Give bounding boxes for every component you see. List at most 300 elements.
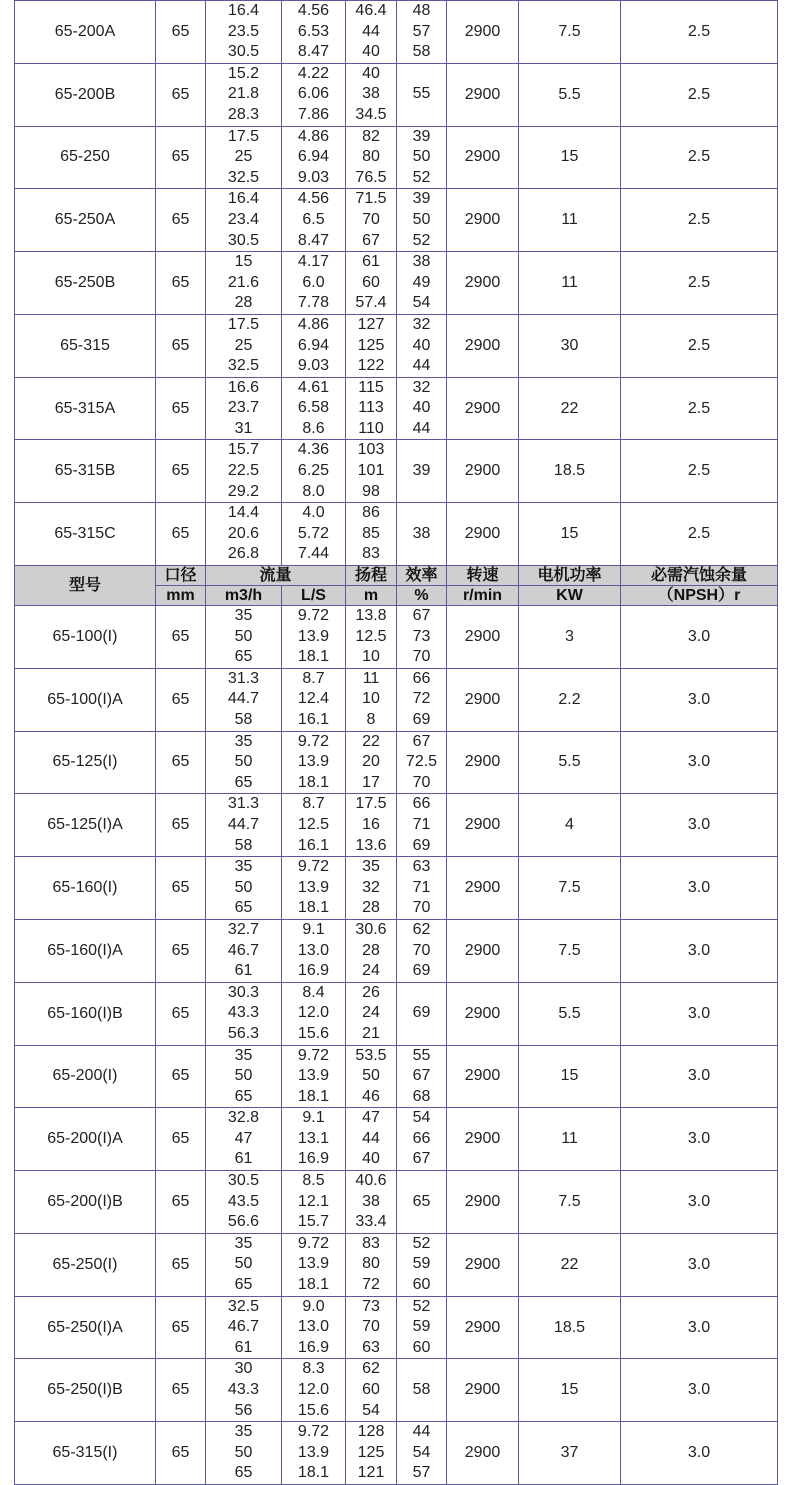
cell-head-value: 22 xyxy=(362,732,380,750)
cell-flow-ls-value: 4.86 xyxy=(297,315,330,333)
cell-efficiency xyxy=(397,1296,447,1359)
spec-table-group-1 xyxy=(15,1,778,566)
cell-flow-m3h-value: 30.5 xyxy=(227,231,260,249)
cell-efficiency xyxy=(397,1359,447,1422)
cell-efficiency-value: 49 xyxy=(412,273,431,291)
cell-head xyxy=(346,440,397,503)
table-row xyxy=(15,982,778,1045)
cell-head-value: 32 xyxy=(362,878,380,896)
cell-flow-ls-value: 16.9 xyxy=(297,1150,330,1168)
cell-flow-m3h xyxy=(206,1422,282,1485)
cell-head xyxy=(346,126,397,189)
cell-flow-ls-value: 6.5 xyxy=(302,210,325,228)
cell-head-value: 70 xyxy=(362,1318,380,1336)
cell-model: 65-250 xyxy=(15,126,156,189)
cell-efficiency-value: 48 xyxy=(412,2,431,19)
cell-flow-ls-value: 8.0 xyxy=(302,482,325,500)
cell-caliber: 65 xyxy=(156,503,206,566)
cell-efficiency-value: 39 xyxy=(412,190,431,208)
cell-npsh: 3.0 xyxy=(621,606,778,669)
header-power: 电机功率 xyxy=(519,566,621,586)
cell-caliber: 65 xyxy=(156,314,206,377)
cell-flow-m3h-value: 22.5 xyxy=(227,462,260,480)
cell-flow-ls xyxy=(282,919,346,982)
cell-efficiency xyxy=(397,731,447,794)
cell-efficiency-value: 52 xyxy=(412,231,431,249)
cell-efficiency xyxy=(397,440,447,503)
cell-head-value: 54 xyxy=(362,1401,380,1419)
cell-model: 65-250A xyxy=(15,189,156,252)
cell-efficiency-value: 59 xyxy=(412,1318,431,1336)
cell-flow-m3h-value: 65 xyxy=(234,1087,253,1105)
cell-head-value: 113 xyxy=(358,399,384,417)
cell-efficiency xyxy=(397,982,447,1045)
cell-head-value: 30.6 xyxy=(355,920,387,938)
cell-efficiency xyxy=(397,252,447,315)
cell-head-value: 8 xyxy=(366,711,376,728)
cell-flow-m3h-value: 16.4 xyxy=(227,2,260,19)
cell-flow-ls-value: 8.7 xyxy=(302,669,325,687)
cell-model: 65-250(I) xyxy=(15,1233,156,1296)
cell-head-value: 26 xyxy=(362,983,380,1001)
cell-flow-ls-value: 8.5 xyxy=(302,1172,325,1190)
cell-flow-m3h xyxy=(206,1359,282,1422)
cell-power: 3 xyxy=(519,606,621,669)
cell-flow-m3h xyxy=(206,126,282,189)
cell-flow-m3h-value: 32.8 xyxy=(227,1109,260,1127)
cell-flow-ls xyxy=(282,314,346,377)
cell-power: 2.2 xyxy=(519,668,621,731)
cell-caliber: 65 xyxy=(156,126,206,189)
table-row xyxy=(15,794,778,857)
cell-efficiency-value: 69 xyxy=(412,711,431,728)
table-row xyxy=(15,440,778,503)
cell-model: 65-250(I)A xyxy=(15,1296,156,1359)
cell-model: 65-315C xyxy=(15,503,156,566)
cell-npsh: 3.0 xyxy=(621,982,778,1045)
cell-flow-m3h-value: 65 xyxy=(234,1464,253,1482)
cell-speed: 2900 xyxy=(447,63,519,126)
cell-efficiency-value: 52 xyxy=(412,1297,431,1315)
unit-caliber: mm xyxy=(156,586,206,606)
cell-power: 7.5 xyxy=(519,919,621,982)
table-row xyxy=(15,1108,778,1171)
cell-head xyxy=(346,377,397,440)
cell-flow-m3h-value: 58 xyxy=(234,711,253,728)
cell-npsh: 3.0 xyxy=(621,1296,778,1359)
cell-flow-ls-value: 9.1 xyxy=(302,1109,325,1127)
cell-efficiency-value: 65 xyxy=(412,1192,431,1210)
cell-efficiency-value: 44 xyxy=(412,1423,431,1441)
cell-flow-m3h-value: 29.2 xyxy=(227,482,260,500)
cell-flow-m3h-value: 30.5 xyxy=(227,1172,260,1190)
cell-flow-m3h xyxy=(206,982,282,1045)
cell-flow-ls xyxy=(282,440,346,503)
cell-caliber: 65 xyxy=(156,794,206,857)
cell-efficiency xyxy=(397,668,447,731)
cell-head-value: 24 xyxy=(362,962,380,980)
cell-head-value: 34.5 xyxy=(355,105,387,123)
cell-flow-ls-value: 18.1 xyxy=(297,648,330,666)
cell-power: 22 xyxy=(519,377,621,440)
cell-head-value: 46.4 xyxy=(355,2,387,19)
cell-npsh: 3.0 xyxy=(621,1233,778,1296)
cell-flow-m3h-value: 15.7 xyxy=(227,441,260,459)
header-caliber: 口径 xyxy=(156,566,206,586)
cell-head-value: 83 xyxy=(362,545,380,563)
cell-power: 7.5 xyxy=(519,1171,621,1234)
cell-flow-m3h-value: 65 xyxy=(234,773,253,791)
table-row xyxy=(15,857,778,920)
cell-flow-m3h-value: 28.3 xyxy=(227,105,260,123)
cell-flow-ls-value: 16.1 xyxy=(297,836,330,854)
cell-efficiency-value: 54 xyxy=(412,1443,431,1461)
cell-speed: 2900 xyxy=(447,857,519,920)
cell-efficiency-value: 69 xyxy=(412,1004,431,1022)
cell-head-value: 61 xyxy=(362,253,380,271)
cell-flow-m3h xyxy=(206,63,282,126)
cell-head xyxy=(346,857,397,920)
cell-head-value: 76.5 xyxy=(355,168,387,186)
cell-flow-ls-value: 8.47 xyxy=(297,231,330,249)
cell-flow-ls-value: 13.1 xyxy=(297,1129,330,1147)
cell-flow-m3h-value: 46.7 xyxy=(227,1318,260,1336)
cell-model: 65-315(I) xyxy=(15,1422,156,1485)
cell-power: 5.5 xyxy=(519,982,621,1045)
cell-flow-m3h xyxy=(206,1233,282,1296)
cell-efficiency-value: 39 xyxy=(412,127,431,145)
cell-power: 30 xyxy=(519,314,621,377)
cell-flow-ls-value: 9.03 xyxy=(297,168,330,186)
cell-flow-ls xyxy=(282,857,346,920)
cell-flow-m3h xyxy=(206,314,282,377)
cell-flow-m3h-value: 50 xyxy=(234,627,253,645)
cell-flow-m3h-value: 46.7 xyxy=(227,941,260,959)
cell-caliber: 65 xyxy=(156,668,206,731)
cell-power: 11 xyxy=(519,252,621,315)
cell-head-value: 103 xyxy=(357,441,385,459)
cell-flow-m3h-value: 31.3 xyxy=(227,669,260,687)
cell-npsh: 2.5 xyxy=(621,63,778,126)
cell-head-value: 53.5 xyxy=(355,1046,387,1064)
cell-flow-ls-value: 6.58 xyxy=(297,399,330,417)
cell-flow-m3h-value: 32.5 xyxy=(227,168,260,186)
cell-npsh: 2.5 xyxy=(621,126,778,189)
cell-head xyxy=(346,1108,397,1171)
cell-power: 15 xyxy=(519,503,621,566)
cell-head-value: 101 xyxy=(357,462,385,480)
cell-head-value: 11 xyxy=(362,669,380,687)
cell-efficiency xyxy=(397,606,447,669)
cell-flow-ls-value: 9.1 xyxy=(302,920,325,938)
cell-efficiency-value: 69 xyxy=(412,836,431,854)
cell-efficiency-value: 70 xyxy=(412,899,431,917)
cell-efficiency-value: 60 xyxy=(412,1276,431,1294)
cell-efficiency xyxy=(397,1422,447,1485)
cell-flow-m3h-value: 50 xyxy=(234,753,253,771)
cell-head-value: 80 xyxy=(362,1255,380,1273)
cell-model: 65-200(I) xyxy=(15,1045,156,1108)
cell-flow-ls-value: 8.4 xyxy=(302,983,325,1001)
cell-efficiency-value: 67 xyxy=(412,1067,431,1085)
cell-flow-ls-value: 4.56 xyxy=(297,190,330,208)
cell-head xyxy=(346,252,397,315)
cell-efficiency-value: 54 xyxy=(412,1109,431,1127)
cell-flow-ls-value: 4.22 xyxy=(297,64,330,82)
cell-power: 7.5 xyxy=(519,1,621,64)
cell-efficiency-value: 72.5 xyxy=(405,753,438,771)
cell-speed: 2900 xyxy=(447,794,519,857)
cell-speed: 2900 xyxy=(447,1422,519,1485)
cell-flow-ls xyxy=(282,1045,346,1108)
cell-flow-ls xyxy=(282,377,346,440)
cell-head xyxy=(346,1171,397,1234)
table-row xyxy=(15,1233,778,1296)
cell-head-value: 128 xyxy=(357,1423,385,1441)
cell-flow-m3h-value: 21.6 xyxy=(227,273,260,291)
cell-model: 65-160(I)B xyxy=(15,982,156,1045)
cell-efficiency-value: 72 xyxy=(412,690,431,708)
cell-flow-m3h-value: 61 xyxy=(234,1150,253,1168)
cell-flow-m3h xyxy=(206,668,282,731)
cell-efficiency-value: 67 xyxy=(412,1150,431,1168)
table-row xyxy=(15,126,778,189)
cell-flow-ls-value: 9.0 xyxy=(302,1297,325,1315)
cell-head xyxy=(346,731,397,794)
cell-caliber: 65 xyxy=(156,1,206,64)
cell-efficiency-value: 60 xyxy=(412,1338,431,1356)
cell-flow-m3h-value: 35 xyxy=(234,607,253,625)
cell-flow-ls xyxy=(282,606,346,669)
cell-efficiency-value: 62 xyxy=(412,920,431,938)
cell-model: 65-250(I)B xyxy=(15,1359,156,1422)
cell-flow-m3h-value: 61 xyxy=(234,1338,253,1356)
cell-head-value: 73 xyxy=(362,1297,380,1315)
cell-efficiency xyxy=(397,189,447,252)
cell-flow-m3h-value: 56 xyxy=(234,1401,253,1419)
cell-flow-ls-value: 9.72 xyxy=(297,607,330,625)
cell-flow-ls-value: 12.5 xyxy=(297,815,330,833)
cell-model: 65-160(I) xyxy=(15,857,156,920)
table-row xyxy=(15,731,778,794)
unit-efficiency: % xyxy=(397,586,447,606)
cell-flow-ls xyxy=(282,794,346,857)
cell-caliber: 65 xyxy=(156,606,206,669)
cell-flow-ls xyxy=(282,503,346,566)
cell-speed: 2900 xyxy=(447,1108,519,1171)
cell-flow-m3h-value: 28 xyxy=(234,294,253,312)
cell-flow-ls-value: 9.72 xyxy=(297,1046,330,1064)
cell-flow-ls xyxy=(282,1422,346,1485)
cell-efficiency-value: 44 xyxy=(412,357,431,375)
cell-flow-ls-value: 8.7 xyxy=(302,795,325,813)
cell-head xyxy=(346,503,397,566)
cell-flow-ls-value: 18.1 xyxy=(297,1464,330,1482)
cell-head-value: 20 xyxy=(362,753,380,771)
cell-speed: 2900 xyxy=(447,1045,519,1108)
cell-flow-m3h-value: 17.5 xyxy=(227,315,260,333)
cell-flow-m3h-value: 56.6 xyxy=(227,1213,260,1231)
cell-power: 5.5 xyxy=(519,731,621,794)
spec-table-header xyxy=(15,566,778,606)
cell-flow-ls-value: 9.72 xyxy=(297,1423,330,1441)
cell-flow-ls xyxy=(282,252,346,315)
cell-power: 22 xyxy=(519,1233,621,1296)
cell-flow-ls xyxy=(282,1171,346,1234)
cell-flow-m3h-value: 47 xyxy=(234,1129,253,1147)
cell-efficiency-value: 63 xyxy=(412,858,431,876)
cell-efficiency xyxy=(397,503,447,566)
cell-flow-m3h-value: 30.3 xyxy=(227,983,260,1001)
cell-head-value: 125 xyxy=(357,336,385,354)
cell-flow-ls-value: 18.1 xyxy=(297,1087,330,1105)
cell-efficiency-value: 67 xyxy=(412,607,431,625)
cell-flow-m3h-value: 43.3 xyxy=(227,1381,260,1398)
cell-flow-m3h xyxy=(206,1,282,64)
unit-flow-m3h: m3/h xyxy=(206,586,282,606)
cell-flow-ls-value: 6.94 xyxy=(297,148,330,166)
cell-npsh: 2.5 xyxy=(621,503,778,566)
cell-speed: 2900 xyxy=(447,731,519,794)
cell-speed: 2900 xyxy=(447,1233,519,1296)
cell-flow-ls-value: 4.0 xyxy=(302,504,325,522)
cell-efficiency xyxy=(397,1233,447,1296)
cell-flow-m3h-value: 61 xyxy=(234,962,253,980)
cell-head-value: 44 xyxy=(362,22,380,40)
cell-flow-m3h-value: 16.4 xyxy=(227,190,260,208)
cell-npsh: 3.0 xyxy=(621,1422,778,1485)
cell-speed: 2900 xyxy=(447,377,519,440)
cell-head xyxy=(346,606,397,669)
cell-flow-m3h xyxy=(206,189,282,252)
cell-flow-m3h-value: 50 xyxy=(234,1255,253,1273)
cell-model: 65-315B xyxy=(15,440,156,503)
cell-head-value: 110 xyxy=(358,419,384,437)
cell-speed: 2900 xyxy=(447,126,519,189)
cell-head-value: 125 xyxy=(357,1443,385,1461)
cell-flow-m3h-value: 65 xyxy=(234,899,253,917)
cell-efficiency xyxy=(397,377,447,440)
cell-flow-ls-value: 12.0 xyxy=(297,1004,330,1022)
cell-flow-ls-value: 4.36 xyxy=(297,441,330,459)
cell-flow-m3h-value: 16.6 xyxy=(227,378,260,396)
cell-head xyxy=(346,1422,397,1485)
cell-head xyxy=(346,63,397,126)
cell-flow-ls-value: 9.72 xyxy=(297,732,330,750)
cell-efficiency-value: 70 xyxy=(412,648,431,666)
cell-efficiency-value: 69 xyxy=(412,962,431,980)
cell-flow-ls xyxy=(282,63,346,126)
cell-flow-m3h-value: 32.5 xyxy=(227,357,260,375)
cell-head-value: 80 xyxy=(362,148,380,166)
cell-efficiency-value: 58 xyxy=(412,1381,431,1398)
cell-flow-ls-value: 7.78 xyxy=(297,294,330,312)
cell-flow-ls-value: 18.1 xyxy=(297,773,330,791)
cell-efficiency xyxy=(397,63,447,126)
cell-flow-m3h-value: 35 xyxy=(234,1046,253,1064)
cell-flow-m3h-value: 32.7 xyxy=(227,920,260,938)
cell-speed: 2900 xyxy=(447,1171,519,1234)
cell-npsh: 3.0 xyxy=(621,1359,778,1422)
cell-head-value: 40 xyxy=(362,64,380,82)
cell-head-value: 67 xyxy=(362,231,380,249)
cell-head-value: 115 xyxy=(358,378,384,396)
cell-flow-m3h-value: 25 xyxy=(234,336,253,354)
table-row xyxy=(15,1359,778,1422)
cell-flow-ls-value: 6.25 xyxy=(297,462,330,480)
cell-head-value: 83 xyxy=(362,1234,380,1252)
cell-caliber: 65 xyxy=(156,857,206,920)
cell-efficiency xyxy=(397,314,447,377)
cell-flow-m3h xyxy=(206,252,282,315)
cell-npsh: 3.0 xyxy=(621,1171,778,1234)
cell-efficiency xyxy=(397,1,447,64)
cell-flow-m3h-value: 43.5 xyxy=(227,1192,260,1210)
cell-caliber: 65 xyxy=(156,377,206,440)
cell-flow-ls-value: 13.0 xyxy=(297,941,330,959)
cell-head-value: 21 xyxy=(362,1024,380,1042)
table-row xyxy=(15,63,778,126)
cell-head-value: 71.5 xyxy=(355,190,387,208)
cell-flow-ls-value: 16.9 xyxy=(297,1338,330,1356)
cell-flow-m3h-value: 14.4 xyxy=(227,504,260,522)
cell-head-value: 17.5 xyxy=(355,795,387,813)
cell-head-value: 40 xyxy=(362,1150,380,1168)
unit-flow-ls: L/S xyxy=(282,586,346,606)
cell-head-value: 13.8 xyxy=(355,607,387,625)
cell-flow-ls-value: 13.9 xyxy=(297,878,330,896)
table-row xyxy=(15,1296,778,1359)
cell-flow-ls-value: 13.9 xyxy=(297,753,330,771)
cell-flow-ls-value: 15.7 xyxy=(297,1213,330,1231)
cell-flow-ls-value: 6.94 xyxy=(297,336,330,354)
cell-flow-ls xyxy=(282,126,346,189)
cell-head xyxy=(346,1,397,64)
cell-flow-m3h-value: 44.7 xyxy=(227,815,260,833)
table-row xyxy=(15,1422,778,1485)
cell-model: 65-200B xyxy=(15,63,156,126)
cell-flow-ls xyxy=(282,668,346,731)
cell-head-value: 121 xyxy=(357,1464,385,1482)
cell-efficiency xyxy=(397,1108,447,1171)
cell-head xyxy=(346,1296,397,1359)
header-row xyxy=(15,566,778,586)
table-row xyxy=(15,503,778,566)
cell-flow-m3h-value: 31 xyxy=(234,419,253,437)
cell-head xyxy=(346,189,397,252)
cell-head xyxy=(346,1045,397,1108)
cell-speed: 2900 xyxy=(447,189,519,252)
cell-speed: 2900 xyxy=(447,668,519,731)
cell-power: 18.5 xyxy=(519,1296,621,1359)
cell-caliber: 65 xyxy=(156,982,206,1045)
cell-efficiency xyxy=(397,1171,447,1234)
cell-flow-m3h-value: 21.8 xyxy=(227,85,260,103)
cell-flow-ls-value: 6.53 xyxy=(297,22,330,40)
cell-flow-ls-value: 8.47 xyxy=(297,43,330,61)
cell-efficiency-value: 55 xyxy=(412,85,431,103)
cell-head-value: 12.5 xyxy=(355,627,387,645)
cell-head-value: 60 xyxy=(362,1381,380,1398)
cell-flow-m3h xyxy=(206,1045,282,1108)
cell-speed: 2900 xyxy=(447,440,519,503)
cell-caliber: 65 xyxy=(156,1108,206,1171)
cell-caliber: 65 xyxy=(156,1422,206,1485)
cell-head-value: 86 xyxy=(362,504,380,522)
spec-table-group-2 xyxy=(15,606,778,1485)
cell-flow-ls-value: 13.9 xyxy=(297,1067,330,1085)
table-row xyxy=(15,377,778,440)
